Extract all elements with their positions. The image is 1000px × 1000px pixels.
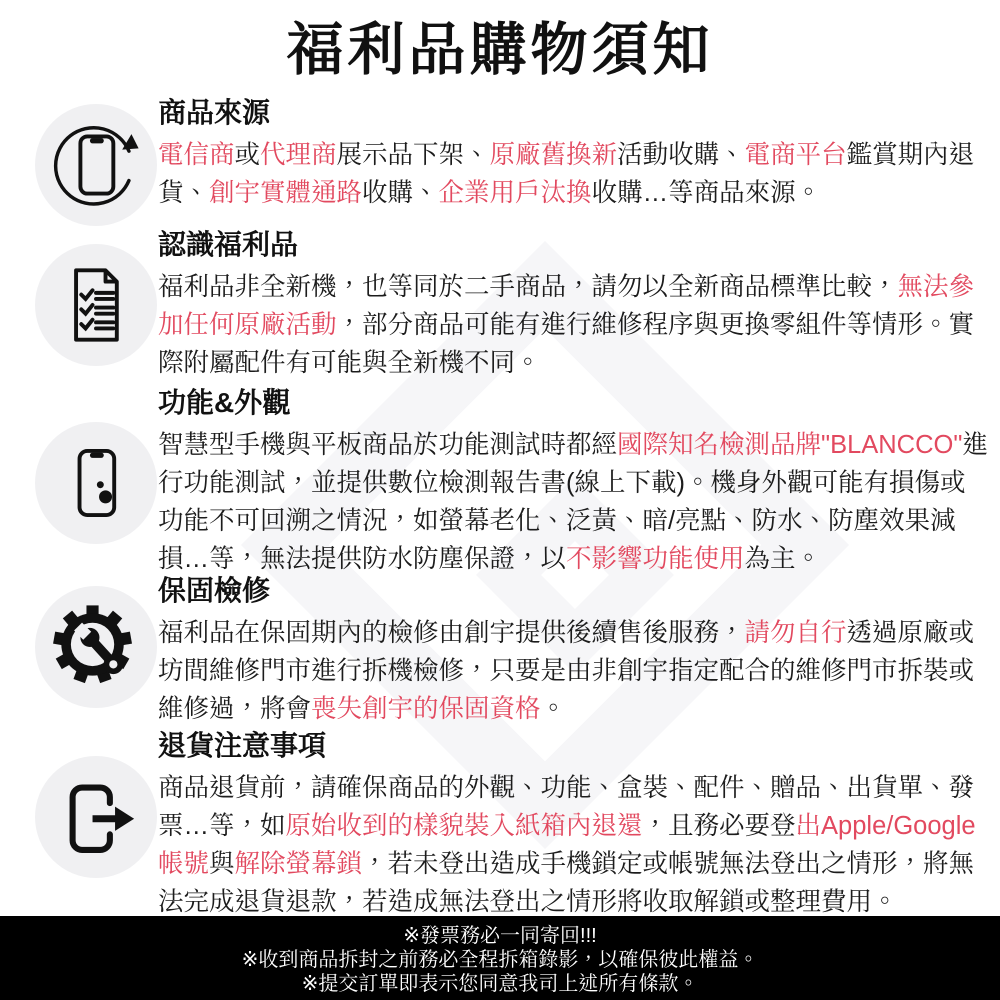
body-text: 收購、: [362, 179, 439, 207]
highlighted-text: 原始收到的樣貌裝入紙箱內退還: [285, 812, 643, 840]
checklist-icon: [35, 244, 157, 366]
body-text: ，且務必要登: [642, 812, 796, 840]
body-text: 與: [209, 850, 235, 878]
body-text: 智慧型手機與平板商品於功能測試時都經: [158, 431, 618, 459]
section-heading: 商品來源: [158, 97, 271, 128]
gear-wrench-icon: [35, 586, 157, 708]
highlighted-text: 原廠舊換新: [489, 141, 618, 169]
section-body: [158, 426, 988, 578]
body-text: 商品退貨前，請確保商品的外觀、功能、盒裝、配件、贈品、出貨單、發票…等，如: [158, 774, 975, 840]
body-text: 活動收購、: [617, 141, 745, 169]
body-text: 福利品非全新機，也等同於二手商品，請勿以全新商品標準比較，: [158, 273, 898, 301]
highlighted-text: 不影響功能使用: [566, 545, 745, 573]
highlighted-text: 企業用戶汰換: [438, 179, 592, 207]
section-heading: 功能&外觀: [158, 387, 291, 418]
body-text: 透過原廠或坊間維修門市進行拆機檢修，只要是由非創宇指定配合的維修門市拆裝或維修過，將會: [158, 619, 975, 723]
highlighted-text: 無法參加任何原廠活動: [158, 273, 975, 339]
body-text: 進行功能測試，並提供數位檢測報告書(線上下載)。機身外觀可能有損傷或功能不可回溯之情況，如螢幕老化、泛黃、暗/亮點、防水、防塵效果減損…等，無法提供防水防塵保證，以: [158, 431, 988, 573]
highlighted-text: 電信商: [158, 141, 235, 169]
highlighted-text: 代理商: [260, 141, 337, 169]
footer-note-unboxing-video: ※收到商品拆封之前務必全程拆箱錄影，以確保彼此權益。: [241, 949, 759, 971]
phone-refresh-icon: [35, 104, 157, 226]
highlighted-text: 創宇實體通路: [209, 179, 363, 207]
footer-notes: [0, 916, 1000, 1000]
logout-icon: [35, 756, 157, 878]
highlighted-text: 請勿自行: [744, 619, 847, 647]
section-heading: 退貨注意事項: [158, 730, 327, 761]
highlighted-text: 國際知名檢測品牌"BLANCCO": [617, 431, 963, 459]
section-body: [158, 769, 988, 921]
highlighted-text: 解除螢幕鎖: [234, 850, 363, 878]
footer-note-invoice: ※發票務必一同寄回!!!: [403, 925, 597, 947]
phone-condition-icon: [35, 422, 157, 544]
body-text: ，若未登出造成手機鎖定或帳號無法登出之情形，將無法完成退貨退款，若造成無法登出之情形將收取解鎖或整理費用。: [158, 850, 975, 916]
body-text: 鑑賞期內退貨、: [158, 141, 975, 207]
body-text: 福利品在保固期內的檢修由創宇提供後續售後服務，: [158, 619, 745, 647]
body-text: 展示品下架、: [336, 141, 490, 169]
highlighted-text: 電商平台: [744, 141, 847, 169]
page-title: 福利品購物須知: [286, 18, 714, 82]
highlighted-text: 喪失創宇的保固資格: [311, 695, 541, 723]
footer-note-agreement: ※提交訂單即表示您同意我司上述所有條款。: [301, 973, 699, 995]
section-heading: 保固檢修: [158, 575, 271, 606]
highlighted-text: 出Apple/Google帳號: [158, 812, 976, 878]
section-body: [158, 268, 988, 382]
body-text: 或: [234, 141, 261, 169]
body-text: 。: [540, 695, 567, 723]
body-text: 為主。: [744, 545, 822, 573]
body-text: ，部分商品可能有進行維修程序與更換零組件等情形。實際附屬配件有可能與全新機不同。: [158, 311, 975, 377]
section-heading: 認識福利品: [158, 229, 299, 260]
body-text: 收購…等商品來源。: [591, 179, 822, 207]
section-body: [158, 136, 988, 212]
section-body: [158, 614, 988, 728]
